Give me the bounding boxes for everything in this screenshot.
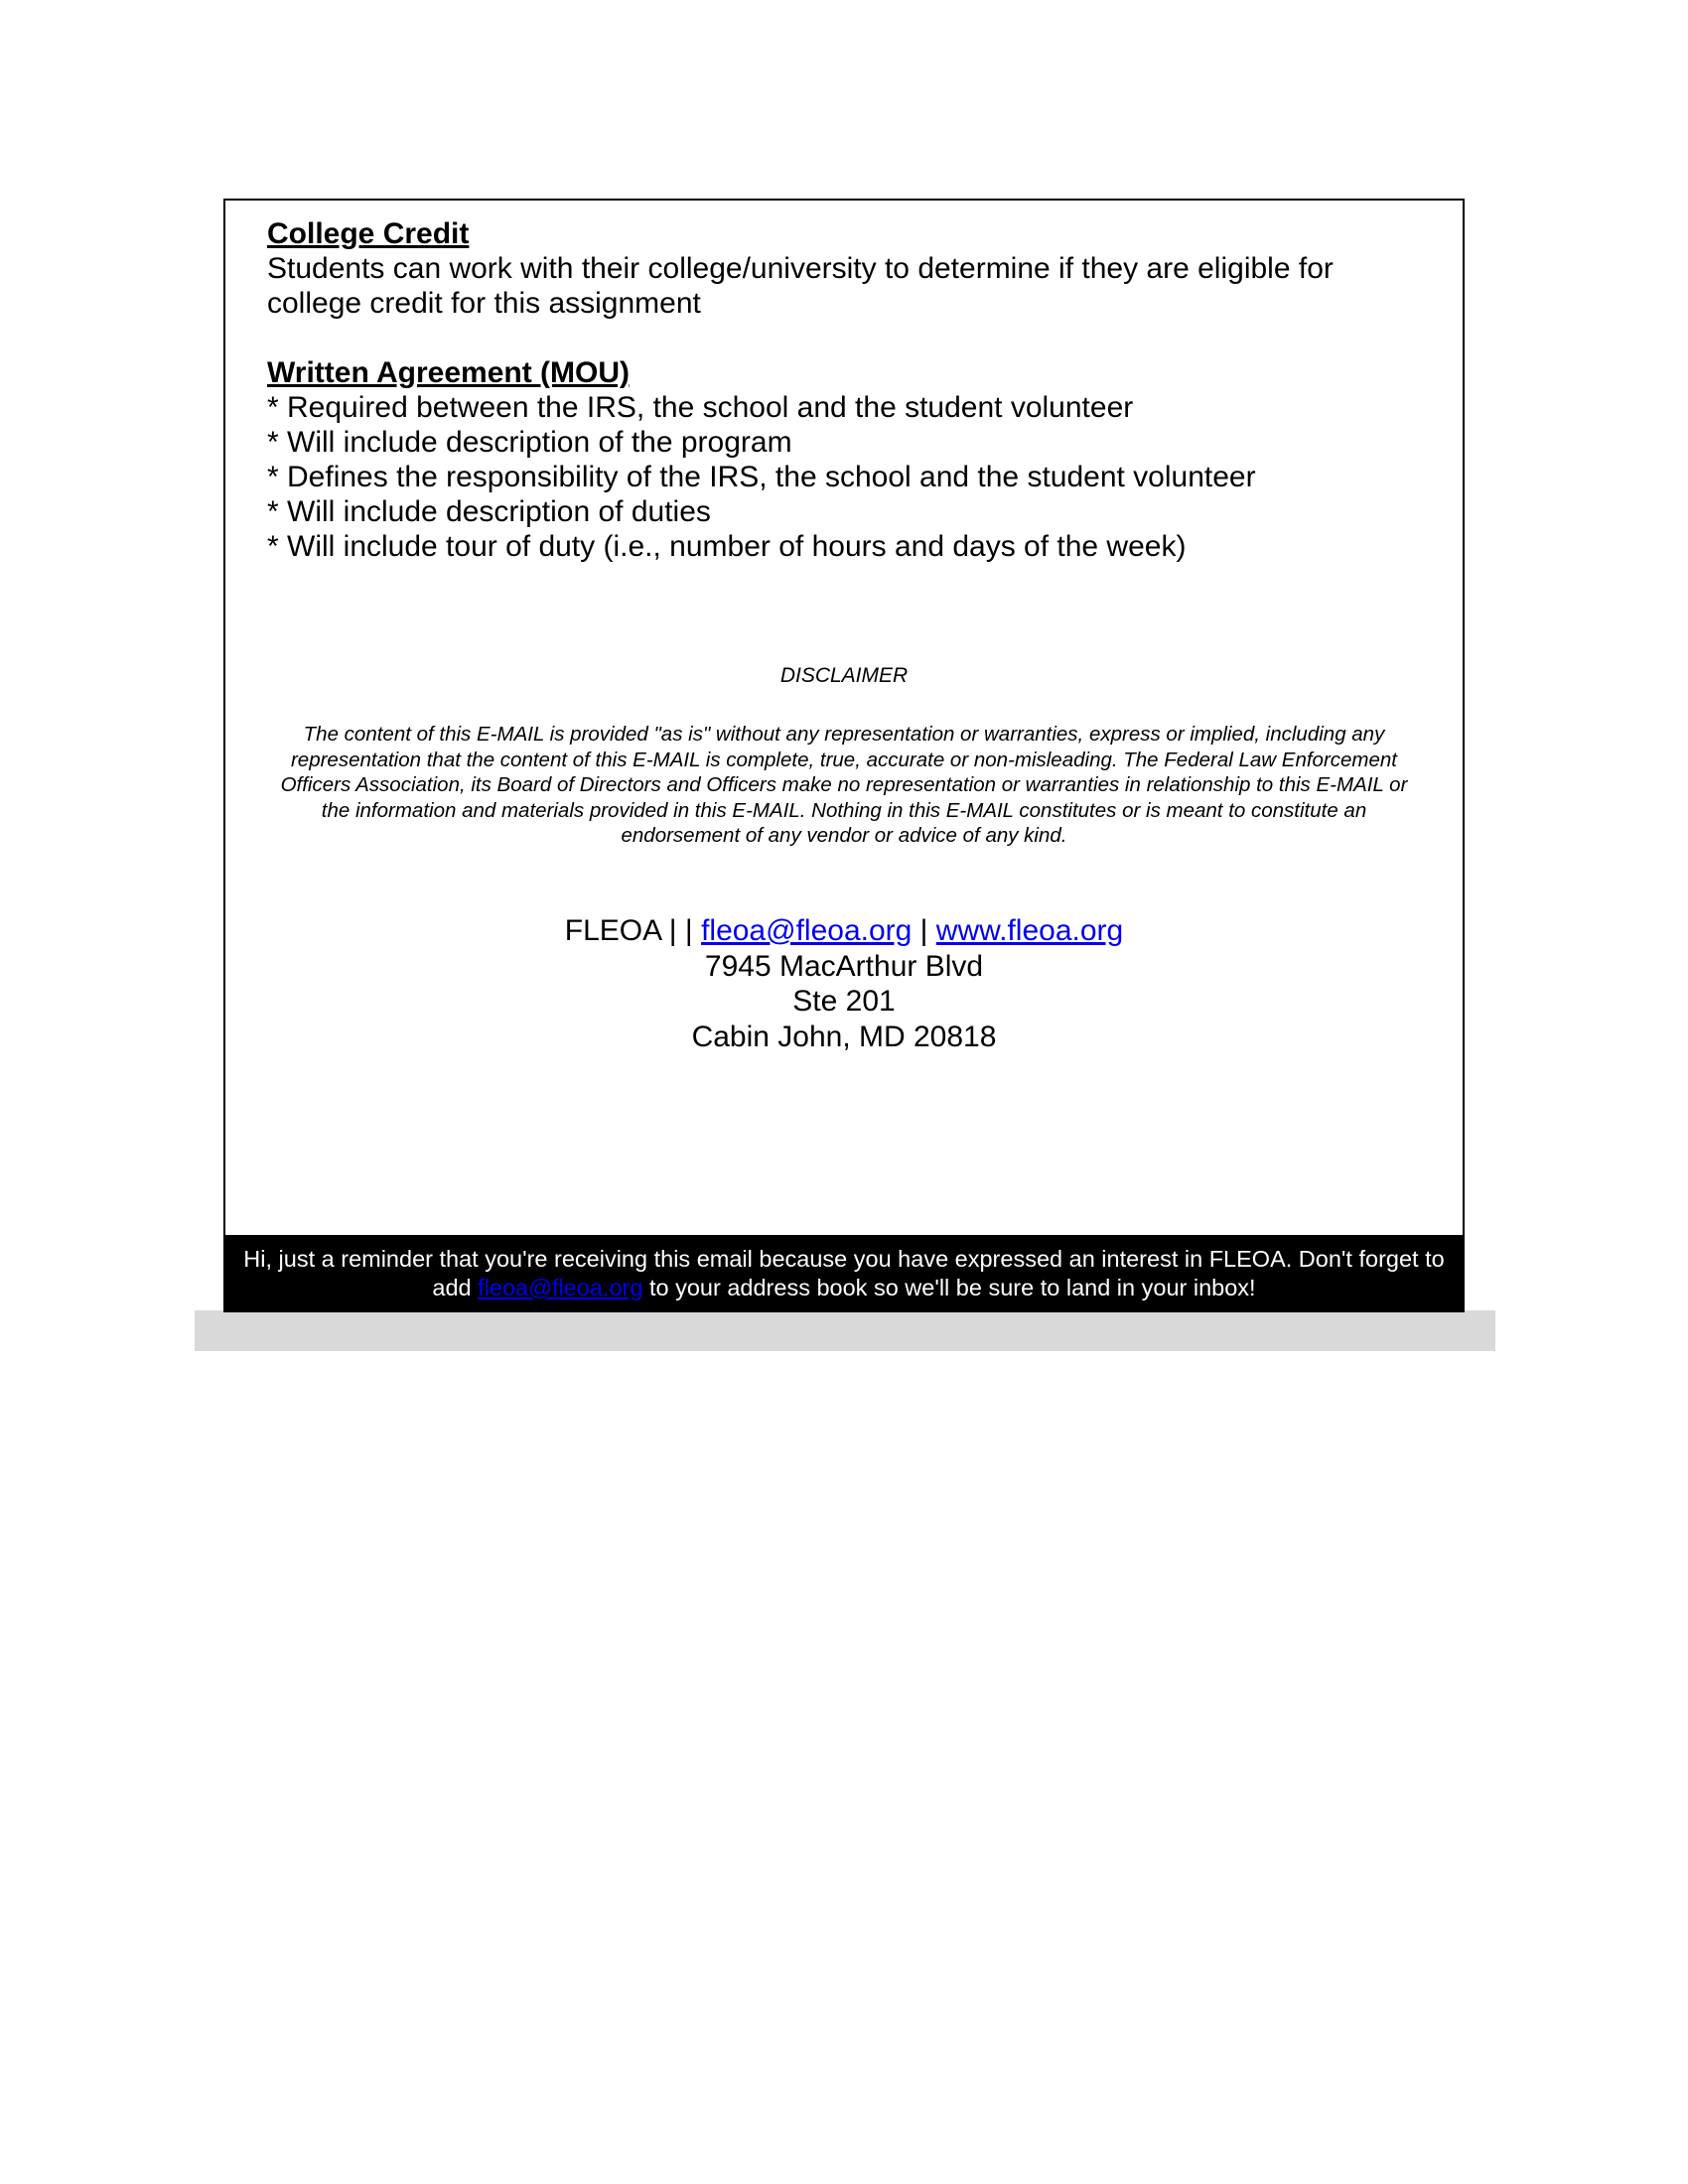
footer-links-line bbox=[225, 913, 1463, 949]
list-item: * Will include description of duties bbox=[267, 495, 711, 528]
reminder-text-after: to your address book so we'll be sure to land in your inbox! bbox=[642, 1275, 1256, 1300]
disclaimer-text: The content of this E-MAIL is provided "as is" without any representation or warranties, express or implied, including any representation that the content of this E-MAIL is complete, true, accurate or non-misleading. The Federal Law Enforcement Officers Association, its Board of Directors and Officers make no representation or warranties in relationship to this E-MAIL or the information and materials provided in this E-MAIL. Nothing in this E-MAIL constitutes or is meant to constitute an endorsement of any vendor or advice of any kind. bbox=[280, 723, 1408, 847]
footer-email-link[interactable]: fleoa@fleoa.org bbox=[701, 914, 913, 947]
reminder-banner bbox=[223, 1235, 1465, 1312]
college-credit-body: Students can work with their college/university to determine if they are eligible for college credit for this assignment bbox=[267, 252, 1334, 320]
bottom-gray-band bbox=[195, 1310, 1495, 1351]
footer-org-name: FLEOA | | bbox=[564, 914, 702, 947]
spacer bbox=[267, 321, 1419, 355]
footer-contact bbox=[225, 913, 1463, 1054]
email-content-frame bbox=[223, 199, 1465, 1310]
footer-address-line3: Cabin John, MD 20818 bbox=[691, 1020, 997, 1053]
list-item: * Will include description of the program bbox=[267, 426, 792, 459]
college-credit-heading: College Credit bbox=[267, 217, 470, 250]
written-agreement-heading: Written Agreement (MOU) bbox=[267, 356, 631, 389]
list-item: * Required between the IRS, the school and the student volunteer bbox=[267, 391, 1134, 424]
footer-website-link[interactable]: www.fleoa.org bbox=[935, 914, 1124, 947]
list-item: * Will include tour of duty (i.e., number of hours and days of the week) bbox=[267, 530, 1187, 563]
list-item: * Defines the responsibility of the IRS, the school and the student volunteer bbox=[267, 461, 1256, 493]
footer-address-line1: 7945 MacArthur Blvd bbox=[704, 949, 984, 983]
reminder-text-before: Hi, just a reminder that you're receiving this email because you have expressed an interest in FLEOA. Don't forget to add bbox=[243, 1246, 1445, 1300]
disclaimer-title: DISCLAIMER bbox=[779, 664, 909, 687]
footer-address-line2: Ste 201 bbox=[792, 985, 896, 1018]
main-content bbox=[267, 216, 1419, 564]
footer-separator: | bbox=[912, 914, 936, 947]
reminder-email-link[interactable]: fleoa@fleoa.org bbox=[478, 1275, 643, 1300]
